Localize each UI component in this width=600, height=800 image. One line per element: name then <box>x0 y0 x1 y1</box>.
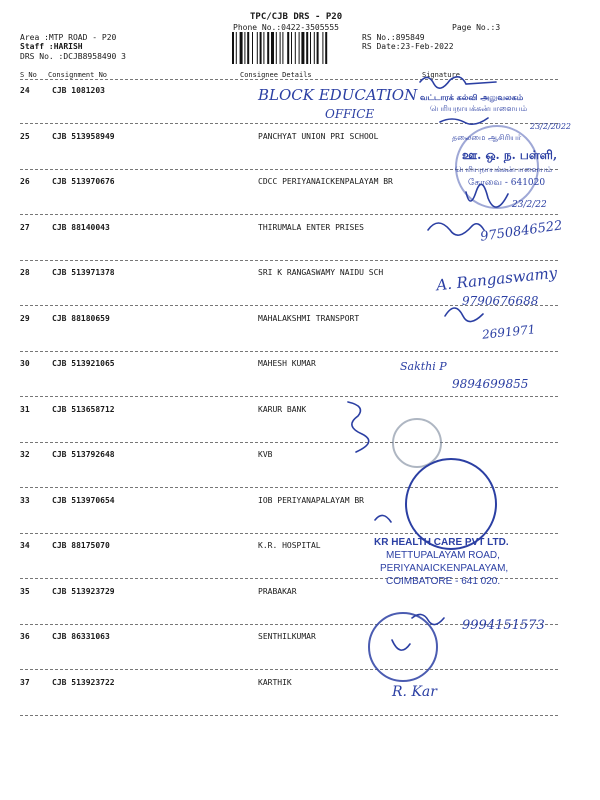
row-consignment-no: CJB 88175070 <box>52 541 110 550</box>
row-sno: 35 <box>20 587 30 596</box>
row-sno: 30 <box>20 359 30 368</box>
row-sno: 37 <box>20 678 30 687</box>
col-signature: Signature <box>422 71 460 79</box>
area-label: Area :MTP ROAD - P20 <box>20 33 117 42</box>
handwriting-number-35: 9994151573 <box>462 618 545 633</box>
col-consignee: Consignee Details <box>240 71 312 79</box>
row-consignment-no: CJB 513923722 <box>52 678 115 687</box>
phone-number: Phone No.:0422-3505555 <box>233 23 339 32</box>
rs-number: RS No.:895849 <box>362 33 425 42</box>
page-number: Page No.:3 <box>452 23 501 32</box>
row-sno: 24 <box>20 86 30 95</box>
handwriting-phone-30: 9894699855 <box>452 377 529 391</box>
stamp-line-tamil-4: ஊ. ஒ. ந. பள்ளி, <box>462 148 558 162</box>
stamp-line-tamil-2: பெரியநாயக்கன்பாளையம் <box>430 104 528 113</box>
handwriting-name-30: Sakthi P <box>400 360 447 373</box>
row-sno: 27 <box>20 223 30 232</box>
row-consignee: KARTHIK <box>258 678 292 687</box>
row-sno: 34 <box>20 541 30 550</box>
handwriting-name-28: A. Rangaswamy <box>435 263 558 295</box>
row-consignment-no: CJB 513971378 <box>52 268 115 277</box>
handwriting-office: OFFICE <box>325 107 375 121</box>
row-consignee: PANCHYAT UNION PRI SCHOOL <box>258 132 379 141</box>
row-consignment-no: CJB 1081203 <box>52 86 105 95</box>
row-consignee: KARUR BANK <box>258 405 307 414</box>
stamp-hospital-line-3: PERIYANAICKENPALAYAM, <box>380 563 509 574</box>
staff-label: Staff :HARISH <box>20 42 83 51</box>
stamp-line-tamil-6: கோவை - 641020 <box>468 178 546 188</box>
row-consignee: PRABAKAR <box>258 587 297 596</box>
row-sno: 28 <box>20 268 30 277</box>
row-consignment-no: CJB 513923729 <box>52 587 115 596</box>
row-sno: 32 <box>20 450 30 459</box>
row-sno: 36 <box>20 632 30 641</box>
row-consignment-no: CJB 88180659 <box>52 314 110 323</box>
row-consignee: IOB PERIYANAPALAYAM BR <box>258 496 364 505</box>
row-consignee: CDCC PERIYANAICKENPALAYAM BR <box>258 177 393 186</box>
handwriting-phone-27: 9750846522 <box>479 218 564 245</box>
row-consignment-no: CJB 513970676 <box>52 177 115 186</box>
handwriting-block-education: BLOCK EDUCATION <box>258 86 418 104</box>
row-consignee: MAHESH KUMAR <box>258 359 316 368</box>
col-sno: S No <box>20 71 37 79</box>
stamp-limited-seal <box>368 612 438 682</box>
rs-date: RS Date:23-Feb-2022 <box>362 42 454 51</box>
stamp-line-tamil-1: வட்டாரக் கல்வி அலுவலகம் <box>420 92 524 102</box>
drs-number: DRS No. :DCJB8958490 3 <box>20 52 126 61</box>
handwriting-phone-28: 9790676688 <box>462 294 539 308</box>
row-sno: 25 <box>20 132 30 141</box>
handwriting-date-2: 23/2/22 <box>512 200 547 210</box>
stamp-line-tamil-3: தலைமை ஆசிரியர் <box>452 133 522 142</box>
row-consignment-no: CJB 513921065 <box>52 359 115 368</box>
row-consignment-no: CJB 88140043 <box>52 223 110 232</box>
col-consignment: Consignment No <box>48 71 108 79</box>
row-consignment-no: CJB 513958949 <box>52 132 115 141</box>
row-consignee: SENTHILKUMAR <box>258 632 316 641</box>
handwriting-signature-37: R. Kar <box>392 684 437 700</box>
row-sno: 31 <box>20 405 30 414</box>
row-consignment-no: CJB 513658712 <box>52 405 115 414</box>
row-sno: 29 <box>20 314 30 323</box>
row-consignee: THIRUMALA ENTER PRISES <box>258 223 364 232</box>
row-consignment-no: CJB 86331063 <box>52 632 110 641</box>
handwriting-date-1: 23/2/2022 <box>530 122 572 131</box>
document-title: TPC/CJB DRS - P20 <box>250 12 343 22</box>
row-sno: 33 <box>20 496 30 505</box>
row-sno: 26 <box>20 177 30 186</box>
stamp-hospital-line-2: METTUPALAYAM ROAD, <box>386 550 500 561</box>
stamp-line-tamil-5: பெரியநாயக்கன்பாளையம் <box>455 165 553 174</box>
row-consignment-no: CJB 513970654 <box>52 496 115 505</box>
handwriting-number-29: 2691971 <box>481 322 537 342</box>
row-consignee: SRI K RANGASWAMY NAIDU SCH <box>258 268 384 277</box>
stamp-hospital-line-1: KR HEALTH CARE PVT LTD. <box>374 537 509 548</box>
row-consignee: K.R. HOSPITAL <box>258 541 321 550</box>
row-consignee: MAHALAKSHMI TRANSPORT <box>258 314 360 323</box>
row-consignment-no: CJB 513792648 <box>52 450 115 459</box>
stamp-school <box>455 125 539 209</box>
row-consignee: KVB <box>258 450 273 459</box>
stamp-hospital-line-4: COIMBATORE - 641 020. <box>386 576 501 587</box>
